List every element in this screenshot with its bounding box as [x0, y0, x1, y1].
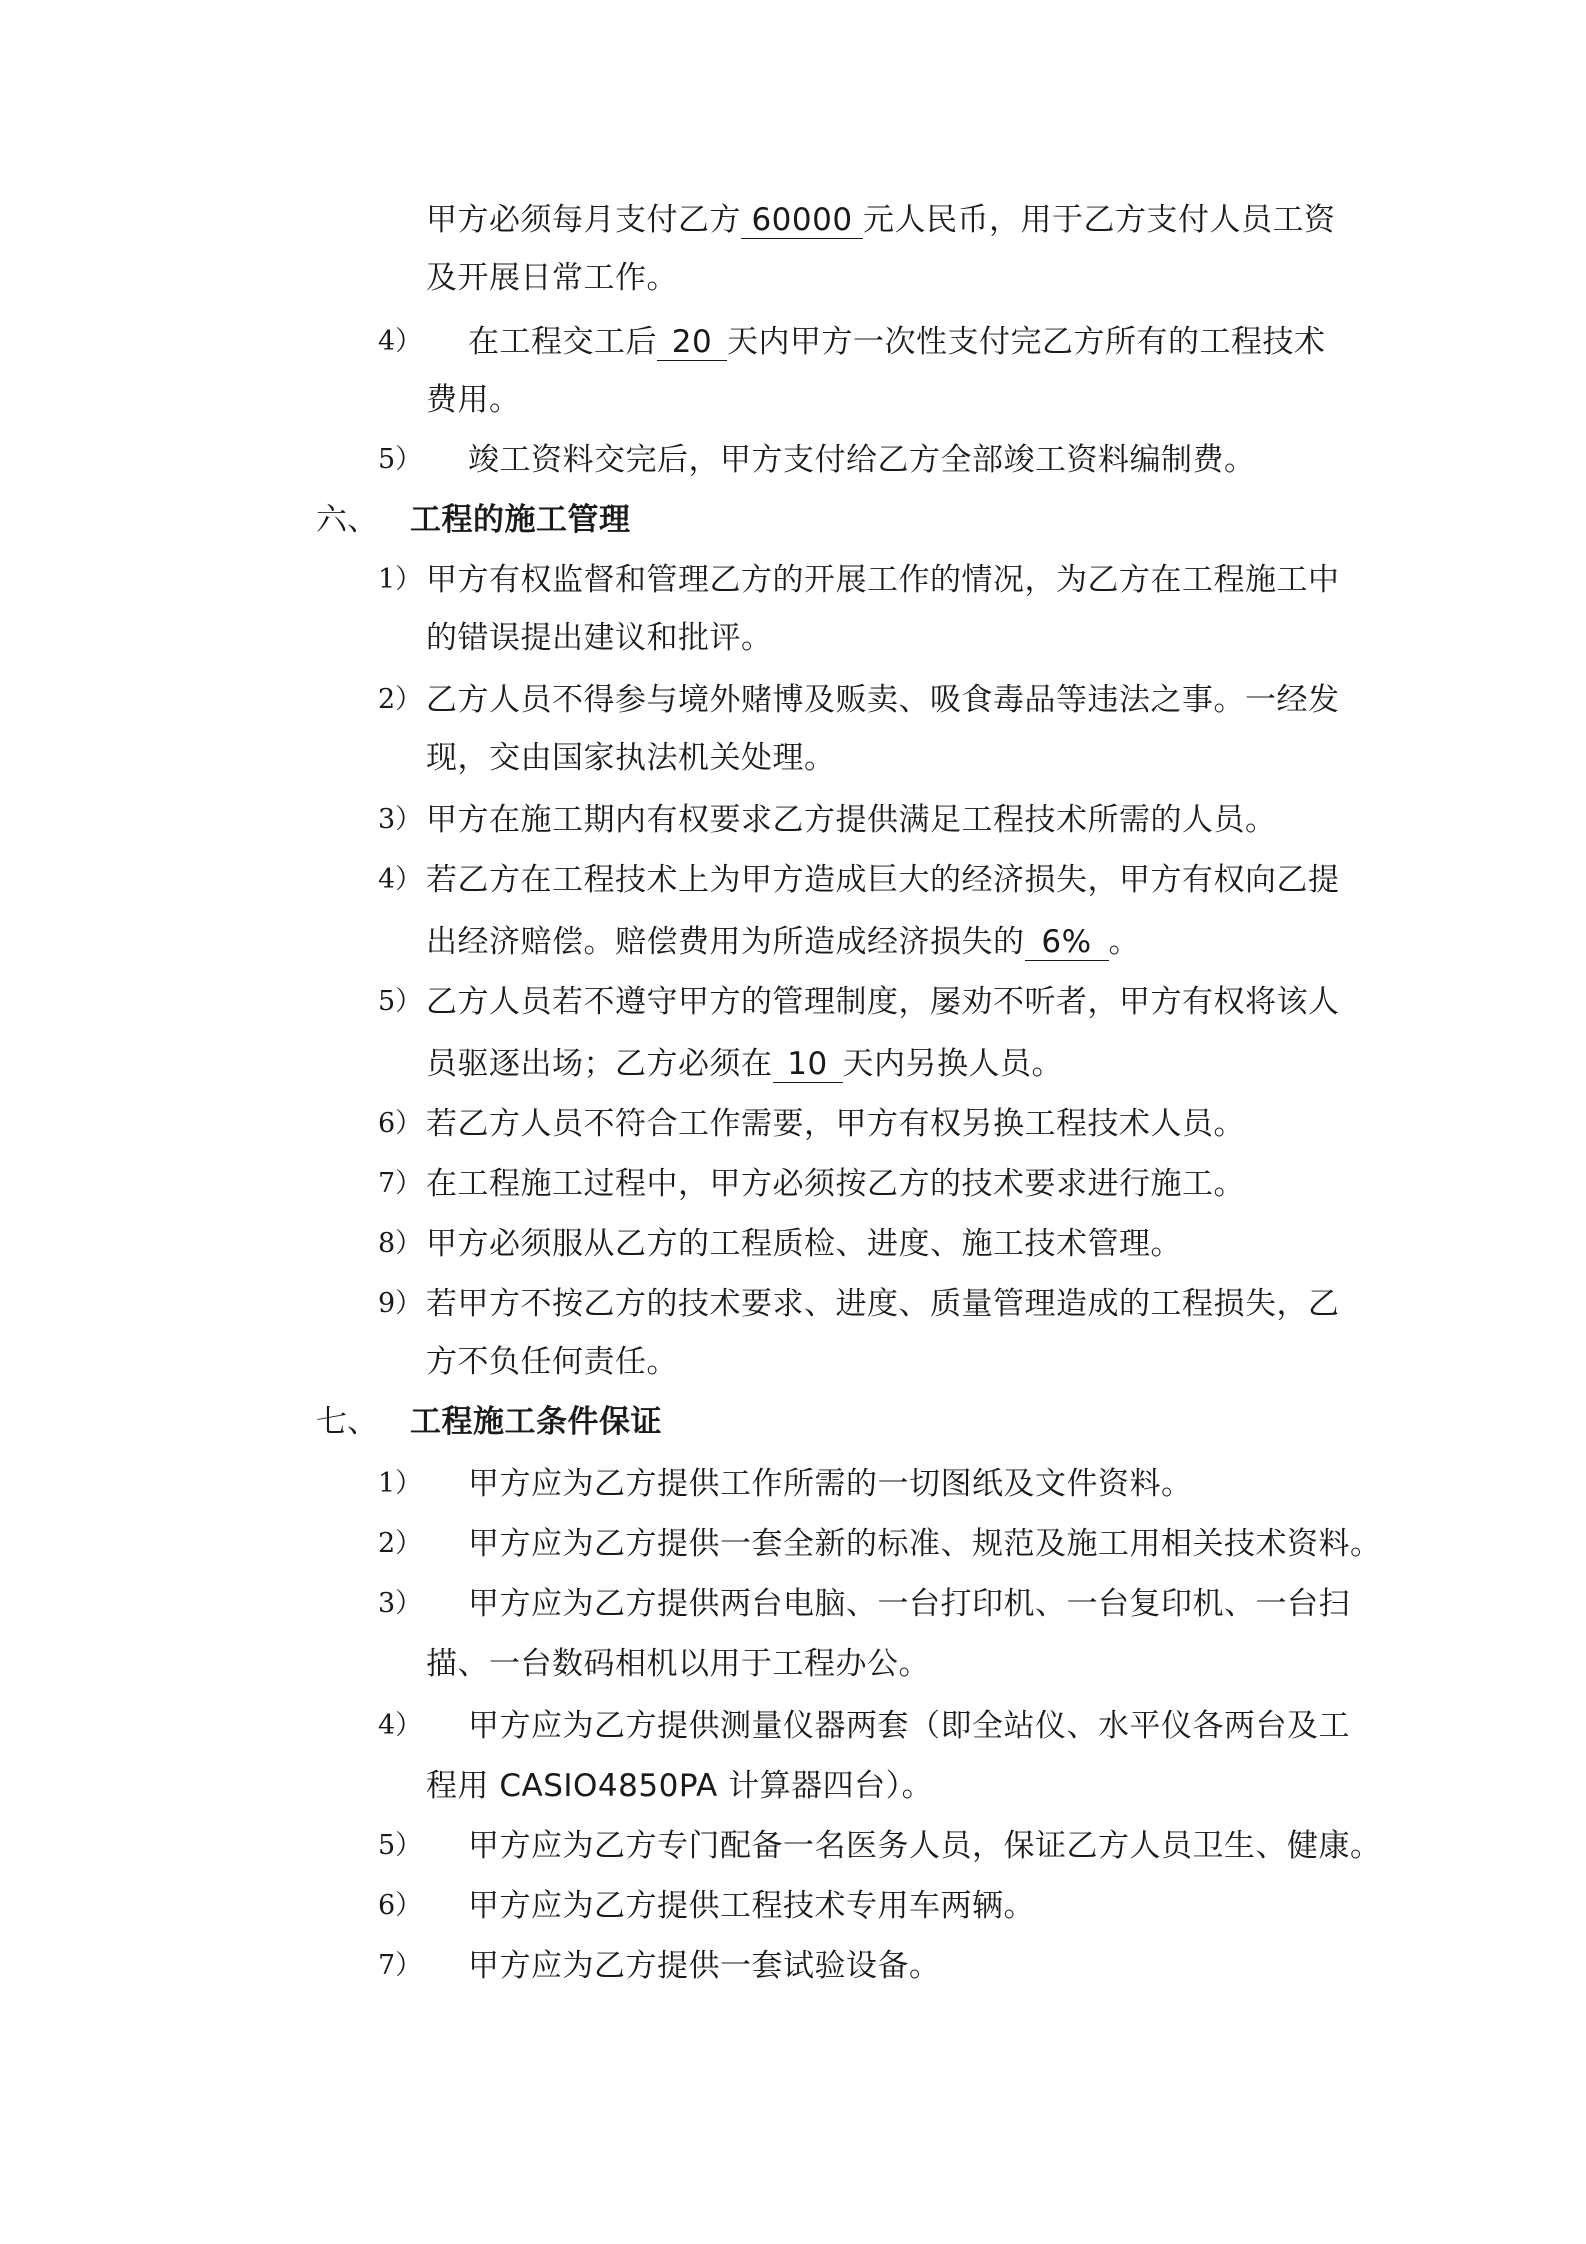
- text-segment: 甲方必须每月支付乙方: [426, 202, 741, 238]
- s6-item4-line2: [426, 922, 1140, 962]
- s6-item9-number: 9）: [378, 1288, 423, 1319]
- s7-item2-line1: 甲方应为乙方提供一套全新的标准、规范及施工用相关技术资料。: [468, 1526, 1382, 1562]
- s7-item7-number: 7）: [378, 1950, 423, 1981]
- section7-title: 工程施工条件保证: [410, 1404, 662, 1440]
- s6-item8-line1: 甲方必须服从乙方的工程质检、进度、施工技术管理。: [426, 1226, 1182, 1262]
- s6-item5-number: 5）: [378, 986, 423, 1017]
- s6-item1-line2: 的错误提出建议和批评。: [426, 620, 773, 656]
- section6-number: 六、: [316, 502, 378, 538]
- s7-item1-line1: 甲方应为乙方提供工作所需的一切图纸及文件资料。: [468, 1466, 1193, 1502]
- text-segment: 天内另换人员。: [842, 1046, 1063, 1082]
- text-segment: 员驱逐出场；乙方必须在: [426, 1046, 773, 1082]
- s7-item3-number: 3）: [378, 1588, 423, 1619]
- s6-item5-line1: 乙方人员若不遵守甲方的管理制度，屡劝不听者，甲方有权将该人: [426, 984, 1340, 1020]
- section6-title: 工程的施工管理: [410, 502, 631, 538]
- s7-item1-number: 1）: [378, 1468, 423, 1499]
- s6-item1-line1: 甲方有权监督和管理乙方的开展工作的情况，为乙方在工程施工中: [426, 562, 1340, 598]
- s6-item6-number: 6）: [378, 1108, 423, 1139]
- s6-item5-line2: [426, 1044, 1063, 1084]
- s5-item3-line2: 及开展日常工作。: [426, 260, 678, 296]
- s6-item7-number: 7）: [378, 1168, 423, 1199]
- text-segment: 。: [1108, 924, 1140, 960]
- s5-item4-number: 4）: [378, 326, 423, 357]
- s5-item4-line1: [468, 322, 1326, 362]
- s7-item6-line1: 甲方应为乙方提供工程技术专用车两辆。: [468, 1888, 1035, 1924]
- s7-item4-line1: 甲方应为乙方提供测量仪器两套（即全站仪、水平仪各两台及工: [468, 1708, 1350, 1744]
- text-segment: 出经济赔偿。赔偿费用为所造成经济损失的: [426, 924, 1025, 960]
- s6-item1-number: 1）: [378, 564, 423, 595]
- s6-item9-line1: 若甲方不按乙方的技术要求、进度、质量管理造成的工程损失，乙: [426, 1286, 1340, 1322]
- s5-item4-line2: 费用。: [426, 382, 521, 418]
- s6-item4-number: 4）: [378, 864, 423, 895]
- s6-item7-line1: 在工程施工过程中，甲方必须按乙方的技术要求进行施工。: [426, 1166, 1245, 1202]
- s5-item5-line1: 竣工资料交完后，甲方支付给乙方全部竣工资料编制费。: [468, 442, 1256, 478]
- text-segment: 元人民币，用于乙方支付人员工资: [863, 202, 1336, 238]
- s6-item6-line1: 若乙方人员不符合工作需要，甲方有权另换工程技术人员。: [426, 1106, 1245, 1142]
- text-segment: 在工程交工后: [468, 324, 657, 360]
- s6-item2-line1: 乙方人员不得参与境外赌博及贩卖、吸食毒品等违法之事。一经发: [426, 682, 1340, 718]
- text-segment: 天内甲方一次性支付完乙方所有的工程技术: [727, 324, 1326, 360]
- s7-item5-line1: 甲方应为乙方专门配备一名医务人员，保证乙方人员卫生、健康。: [468, 1828, 1382, 1864]
- section7-number: 七、: [316, 1404, 378, 1440]
- s5-item5-number: 5）: [378, 444, 423, 475]
- s7-item4-line2: 程用 CASIO4850PA 计算器四台）。: [426, 1768, 934, 1804]
- s6-item2-number: 2）: [378, 684, 423, 715]
- s6-item3-line1: 甲方在施工期内有权要求乙方提供满足工程技术所需的人员。: [426, 802, 1277, 838]
- s6-item8-number: 8）: [378, 1228, 423, 1259]
- s7-item2-number: 2）: [378, 1528, 423, 1559]
- s5-item3-line1: [426, 200, 1336, 240]
- s7-item7-line1: 甲方应为乙方提供一套试验设备。: [468, 1948, 941, 1984]
- s7-item3-line2: 描、一台数码相机以用于工程办公。: [426, 1646, 930, 1682]
- amount-blank: 60000: [741, 202, 863, 239]
- days-blank: 20: [657, 324, 727, 361]
- percent-blank: 6%: [1025, 924, 1109, 961]
- s7-item4-number: 4）: [378, 1710, 423, 1741]
- s7-item5-number: 5）: [378, 1830, 423, 1861]
- days-blank: 10: [773, 1046, 843, 1083]
- s7-item6-number: 6）: [378, 1890, 423, 1921]
- s6-item2-line2: 现，交由国家执法机关处理。: [426, 740, 836, 776]
- s7-item3-line1: 甲方应为乙方提供两台电脑、一台打印机、一台复印机、一台扫: [468, 1586, 1350, 1622]
- s6-item3-number: 3）: [378, 804, 423, 835]
- s6-item4-line1: 若乙方在工程技术上为甲方造成巨大的经济损失，甲方有权向乙提: [426, 862, 1340, 898]
- s6-item9-line2: 方不负任何责任。: [426, 1344, 678, 1380]
